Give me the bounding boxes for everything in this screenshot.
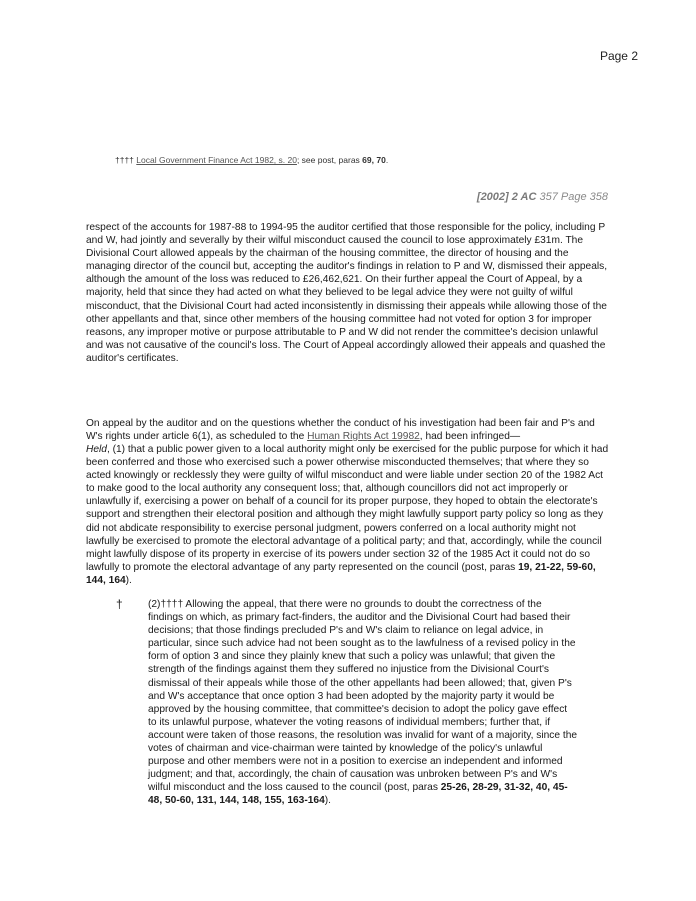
held-label: Held [86, 444, 107, 455]
footnote-marker: †††† [115, 155, 134, 165]
allowing-marker: (2)†††† [148, 599, 184, 610]
held-refs: 19, 21-22, 59-60, 144, 164 [86, 561, 596, 586]
paragraph-allowing [148, 598, 578, 808]
paragraph-facts: respect of the accounts for 1987-88 to 1994-95 the auditor certified that those responsible for the policy, including P and W, had jointly and severally by their wilful misconduct caused the council to lose approximately £31m. The Divisional Court allowed appeals by the chairman of the housing committee, the director of housing and the managing director of the council but, accepting the auditor's findings in relation to P and W, dismissed their appeals, although the amount of the loss was reduced to £26,462,621. On their further appeal the Court of Appeal, by a majority, held that since they had acted on what they believed to be legal advice they were not guilty of wilful misconduct, that the Divisional Court had acted inconsistently in dismissing their appeals while allowing those of the other appellants and that, since other members of the housing committee had not voted for option 3 for improper reasons, any improper motive or purpose attributable to P and W did not render the committee's decision unlawful and was not causative of the council's loss. The Court of Appeal accordingly allowed their appeals and quashed the auditor's certificates. [86, 222, 608, 364]
held-end: ). [125, 574, 132, 586]
footnote-end: . [385, 155, 389, 165]
footnote-statute-link[interactable]: Local Government Finance Act 1982, s. 20 [136, 155, 297, 165]
footnote-text: ; see post, paras [296, 155, 360, 165]
paragraph-appeal [86, 417, 610, 443]
allowing-text: Allowing the appeal, that there were no grounds to doubt the correctness of the findings on which, as primary fact-finders, the auditor and the Divisional Court had based their decisions; that those findings precluded P's and W's claim to reliance on legal advice, in particular, since such advice had not been sought as to the lawfulness of a revised policy in the form of option 3 and since they plainly knew that such a policy was unlawful; that given the strength of the findings against them they suffered no injustice from the Divisional Court's dismissal of their appeals while those of the other appellants had been allowed; that, given P's and W's acceptance that once option 3 had been adopted by the majority party it would be approved by the housing committee, that committee's decision to adopt the policy gave effect to its unlawful purpose, whatever the voting reasons of individual members; further that, if account were taken of those reasons, the resolution was invalid for want of a majority, since the votes of chairman and vice-chairman were tainted by knowledge of the policy's unlawful purpose and other members were not in a position to exercise an independent and informed judgment; and that, accordingly, the chain of causation was unbroken between P's and W's wilful misconduct and the loss caused to the council (post, paras [148, 599, 578, 794]
citation-page-ref: 357 Page 358 [539, 191, 608, 203]
human-rights-act-link[interactable]: Human Rights Act 19982 [307, 431, 420, 443]
paragraph-appeal-end: , had been infringed— [419, 431, 521, 443]
footnote-refs: 69, 70 [362, 155, 386, 165]
allowing-end: ). [324, 795, 331, 807]
dagger-mark: † [116, 597, 123, 611]
citation-report: [2002] 2 AC [476, 191, 537, 203]
footnote [115, 155, 388, 165]
page-number: Page 2 [599, 49, 638, 63]
allowing-refs: 25-26, 28-29, 31-32, 40, 45-48, 50-60, 131, 144, 148, 155, 163-164 [148, 782, 568, 807]
report-citation [477, 191, 608, 203]
paragraph-held [86, 443, 610, 587]
paragraph-appeal-text: On appeal by the auditor and on the questions whether the conduct of his investigation had been fair and P's and W's rights under article 6(1), as scheduled to the [86, 418, 595, 443]
held-text: , (1) that a public power given to a local authority might only be exercised for the public purpose for which it had been conferred and those who exercised such a power otherwise misconducted themselves; that where they so acted knowingly or recklessly they were guilty of wilful misconduct and were liable under section 20 of the 1982 Act to make good to the local authority any consequent loss; that, although councillors did not act improperly or unlawfully if, exercising a power on behalf of a council for its proper purpose, they hoped to obtain the electorate's support and strengthen their electoral position and although they might lawfully support party policy so long as they did not abdicate responsibility to exercise personal judgment, powers conferred on a local authority might not lawfully be exercised to promote the electoral advantage of a political party; and that, accordingly, while the council might lawfully dispose of its property in exercise of its powers under section 32 of the 1985 Act it could not do so lawfully to promote the electoral advantage of any party represented on the council (post, paras [86, 444, 609, 573]
